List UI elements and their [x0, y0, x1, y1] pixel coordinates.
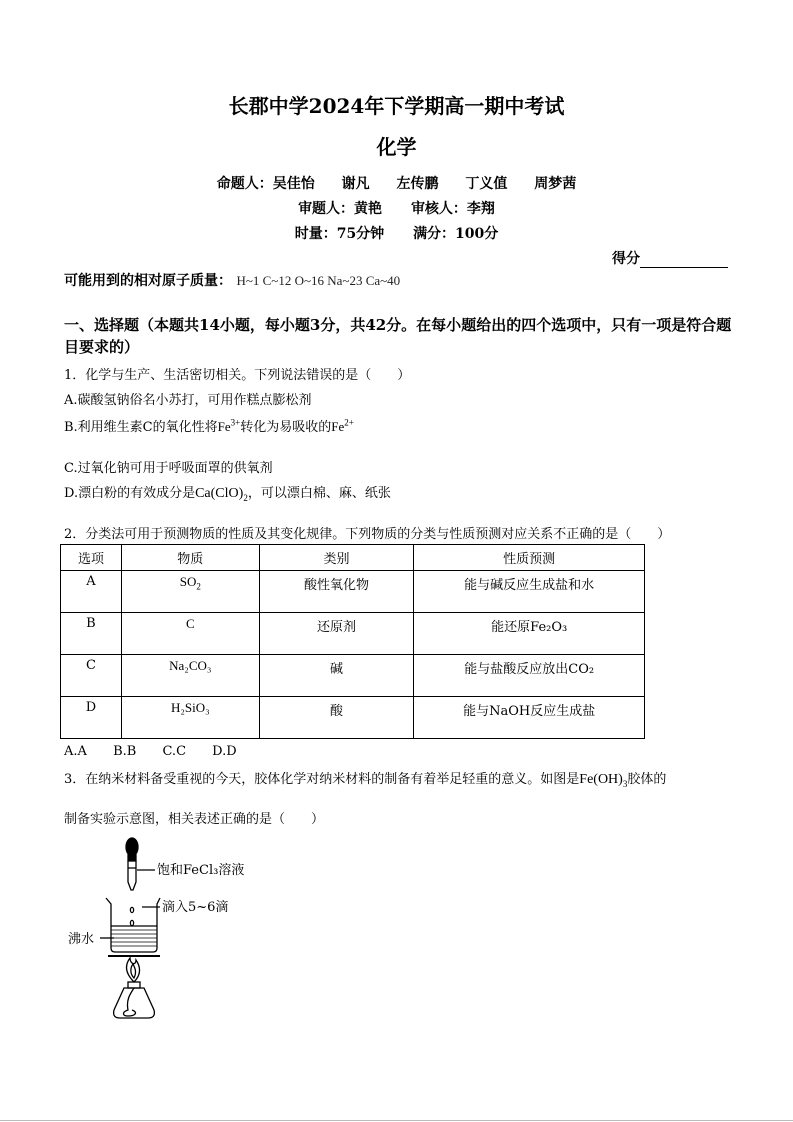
- formula-sub: 2: [196, 581, 201, 592]
- author-name: 左传鹏: [396, 176, 439, 192]
- q1-d-text: ，可以漂白棉、麻、纸张: [247, 486, 391, 501]
- ion-charge: 3+: [230, 417, 241, 428]
- category-cell: 碱: [259, 655, 414, 697]
- formula: Fe(OH): [579, 772, 623, 787]
- drop: [130, 907, 133, 912]
- category-cell: 酸: [259, 697, 414, 739]
- dropper-neck: [128, 855, 136, 861]
- table-row: [61, 655, 645, 697]
- ion-charge: 2+: [344, 417, 354, 428]
- label-dropper: 饱和FeCl₃溶液: [157, 863, 245, 878]
- q2-answers: [64, 744, 259, 759]
- q1-d-text: D.漂白粉的有效成分是: [64, 486, 196, 501]
- prediction-cell: 能与盐酸反应放出CO₂: [414, 655, 645, 697]
- score-label: 得分: [612, 251, 640, 267]
- substance-cell: H₂SiO₃: [121, 697, 259, 739]
- review-line: [0, 198, 793, 218]
- q1-d-formula: [195, 486, 248, 501]
- score-blank: [640, 252, 728, 268]
- time-line: [0, 223, 793, 243]
- table-header: 性质预测: [414, 545, 645, 571]
- q1-stem: 1．化学与生产、生活密切相关。下列说法错误的是（ ）: [64, 368, 411, 383]
- substance-cell: C: [121, 613, 259, 655]
- flame: [127, 958, 140, 982]
- category-cell: 酸性氧化物: [259, 571, 414, 613]
- prediction-cell: 能与NaOH反应生成盐: [414, 697, 645, 739]
- drop: [130, 920, 133, 925]
- reviewer: 审题人：黄艳: [298, 201, 383, 217]
- score-field: [612, 248, 728, 268]
- atomic-masses-label: 可能用到的相对原子质量：: [64, 273, 232, 289]
- authors-line: [0, 173, 793, 193]
- answer-option: A.A: [64, 744, 87, 759]
- table-header: 类别: [259, 545, 414, 571]
- author-name: 谢凡: [341, 176, 370, 192]
- label-water: 沸水: [68, 932, 95, 947]
- substance-cell: Na₂CO₃: [121, 655, 259, 697]
- q1-option-a: A.碳酸氢钠俗名小苏打，可用作糕点膨松剂: [64, 393, 312, 408]
- substance-cell: [121, 571, 259, 613]
- q1-b-text: 转化为易吸收的: [240, 420, 332, 435]
- authors-label: 命题人：吴佳怡: [216, 176, 315, 192]
- prediction-cell: 能还原Fe₂O₃: [414, 613, 645, 655]
- ion-symbol: Fe: [331, 419, 345, 434]
- prediction-cell: 能与碱反应生成盐和水: [414, 571, 645, 613]
- section-heading: 一、选择题（本题共14小题，每小题3分，共42分。在每小题给出的四个选项中，只有一项是符合题目要求的）: [64, 316, 732, 356]
- exam-subject: 化学: [376, 135, 417, 159]
- formula: Ca(ClO): [195, 486, 244, 501]
- option-cell: A: [61, 571, 122, 613]
- table-header-row: [61, 545, 645, 571]
- table-row: [61, 613, 645, 655]
- q1-option-b: [64, 416, 354, 435]
- ion-symbol: Fe: [217, 419, 231, 434]
- option-cell: C: [61, 655, 122, 697]
- dropper-tube: [128, 861, 136, 890]
- table-row: [61, 571, 645, 613]
- q3-stem-line2: 制备实验示意图，相关表述正确的是（ ）: [64, 812, 325, 827]
- formula: SO: [179, 574, 197, 589]
- full-score: 满分：100分: [413, 226, 499, 242]
- atomic-masses-values: H~1 C~12 O~16 Na~23 Ca~40: [236, 273, 401, 288]
- answer-option: C.C: [162, 744, 187, 759]
- atomic-masses: [64, 270, 400, 290]
- q1-b-ion2: [331, 419, 354, 434]
- table-row: [61, 697, 645, 739]
- table-header: 选项: [61, 545, 122, 571]
- wick: [124, 988, 136, 1016]
- alcohol-lamp: [114, 988, 155, 1018]
- q3-formula: [579, 772, 627, 787]
- q3-stem: [64, 768, 666, 789]
- colloid-apparatus-figure: [64, 834, 264, 1024]
- q3-text: 3．在纳米材料备受重视的今天，胶体化学对纳米材料的制备有着举足轻重的意义。如图是: [64, 772, 580, 787]
- answer-option: D.D: [212, 744, 237, 759]
- exam-title: 长郡中学2024年下学期高一期中考试: [228, 94, 565, 118]
- formula-sub: 3: [622, 778, 628, 789]
- q1-b-text: B.利用维生素C的氧化性将: [64, 420, 218, 435]
- author-name: 周梦茜: [534, 176, 577, 192]
- option-cell: B: [61, 613, 122, 655]
- option-cell: D: [61, 697, 122, 739]
- q2-stem: 2．分类法可用于预测物质的性质及其变化规律。下列物质的分类与性质预测对应关系不正确的是（ ）: [64, 527, 671, 542]
- duration: 时量：75分钟: [294, 226, 385, 242]
- author-name: 丁义值: [465, 176, 508, 192]
- dropper-bulb: [126, 838, 138, 856]
- label-drops: 滴入5~6滴: [162, 900, 229, 915]
- page-bottom-edge: [0, 1120, 793, 1121]
- q1-b-ion1: [218, 419, 241, 434]
- formula-sub: 2: [243, 492, 248, 503]
- checker: 审核人：李翔: [410, 201, 495, 217]
- q3-text: 胶体的: [627, 772, 667, 787]
- q1-option-d: [64, 482, 391, 503]
- category-cell: 还原剂: [259, 613, 414, 655]
- answer-option: B.B: [113, 744, 137, 759]
- q2-table: [60, 544, 645, 739]
- table-header: 物质: [121, 545, 259, 571]
- q1-option-c: C.过氧化钠可用于呼吸面罩的供氧剂: [64, 461, 273, 476]
